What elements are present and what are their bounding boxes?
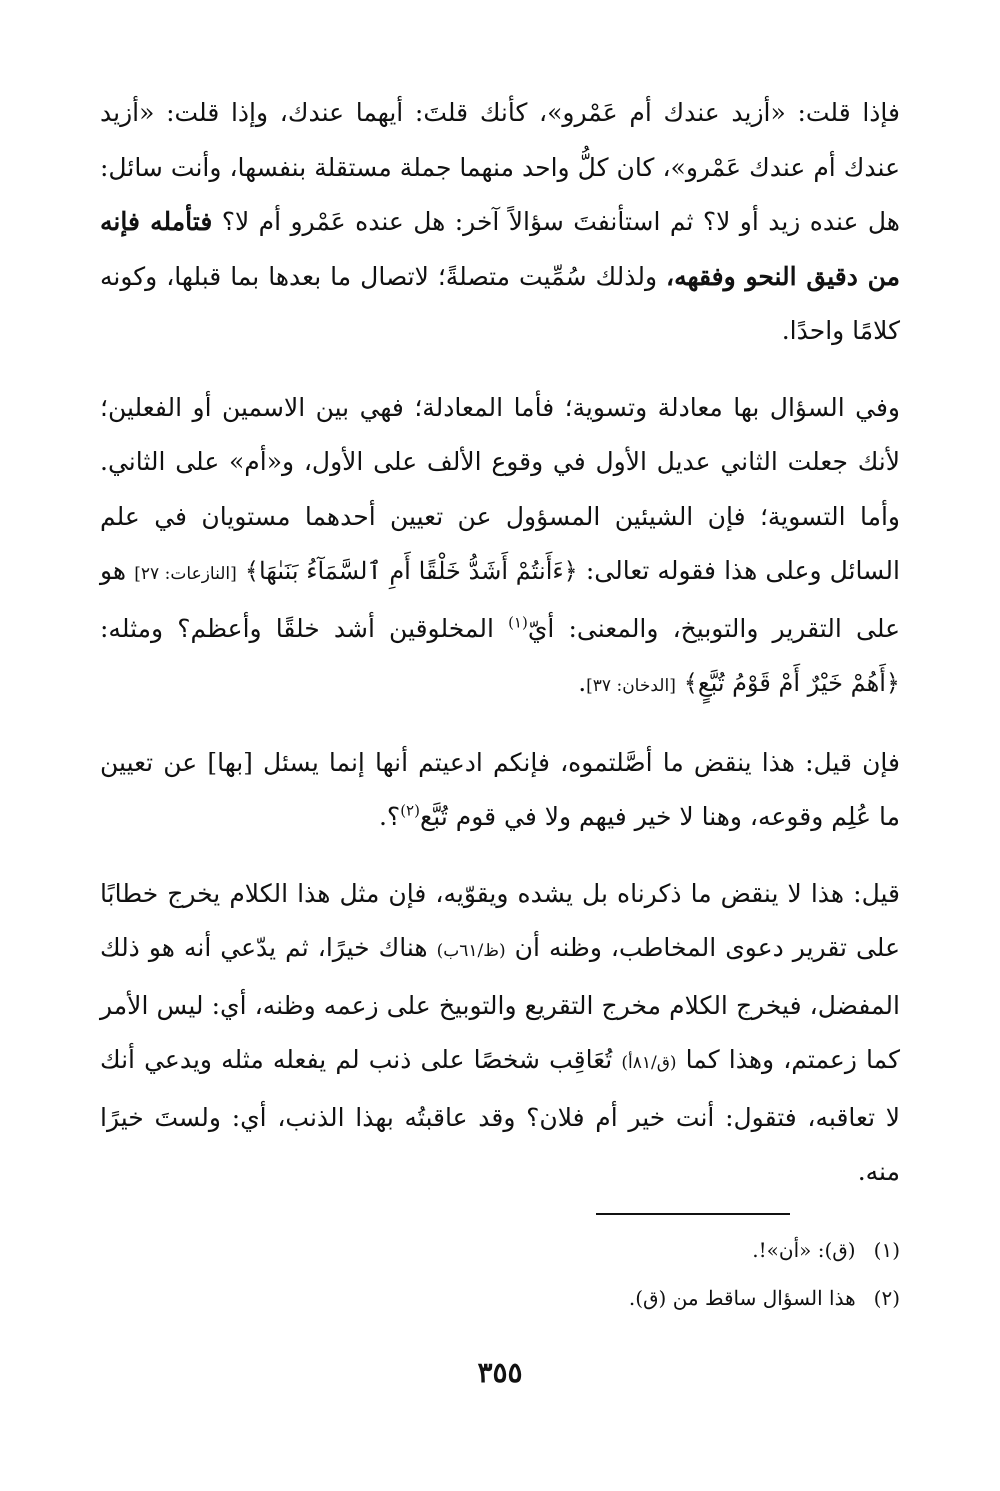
footnote-text: هذا السؤال ساقط من (ق).	[628, 1286, 856, 1310]
footnote-number: (٢)	[873, 1286, 900, 1310]
footnotes	[100, 1226, 900, 1322]
footnote-marker: (١)	[508, 613, 528, 632]
footnote-number: (١)	[873, 1238, 900, 1262]
quran-verse: ﴿ءَأَنتُمْ أَشَدُّ خَلْقًا أَمِ ٱلسَّمَآءُ بَنَىٰهَا﴾	[244, 557, 578, 585]
paragraph-text: المخلوقين أشد خلقًا وأعظم؟ ومثله:	[100, 613, 509, 643]
paragraph-text: هناك خيرًا، ثم يدّعي أنه هو ذلك المفضل، فيخرج الكلام مخرج التقريع والتوبيخ على زعمه وظنه، أي: ليس الأمر كما زعمتم، وهذا كما	[100, 933, 901, 1074]
paragraph-text: قيل: هذا لا ينقض ما ذكرناه بل يشده ويقوّيه، فإن مثل هذا الكلام يخرج خطابًا على تقرير دعوى المخاطب، وظنه أن	[100, 878, 900, 962]
paragraph-text: وفي السؤال بها معادلة وتسوية؛ فأما المعادلة؛ فهي بين الاسمين أو الفعلين؛ لأنك جعلت الثاني عديل الأول في وقوع الألف على الأول، و«أم» على الثاني. وأما التسوية؛ فإن الشيئين المسؤول عن تعيين أحدهما مستويان في علم السائل وعلى هذا فقوله تعالى:	[100, 392, 900, 585]
paragraph-3	[100, 736, 900, 845]
footnote-divider	[596, 1213, 790, 1215]
quran-verse: ﴿أَهُمْ خَيْرٌ أَمْ قَوْمُ تُبَّعٍ﴾	[683, 669, 900, 697]
paragraph-1	[100, 86, 900, 359]
page-number: ٣٥٥	[477, 1356, 523, 1389]
paragraph-text: فإذا قلت: «أزيد عندك أم عَمْرو»، كأنك قلتَ: أيهما عندك، وإذا قلت: «أزيد عندك أم عندك عَمْرو»، كان كلُّ واحد منهما جملة مستقلة بنفسها، وأنت سائل: هل عنده زيد أو لا؟ ثم استأنفتَ سؤالاً آخر: هل عنده عَمْرو أم لا؟	[100, 98, 900, 236]
spacer-text	[237, 556, 245, 585]
paragraph-text: ولذلك سُمِّيت متصلةً؛ لاتصال ما بعدها بما قبلها، وكونه كلامًا واحدًا.	[100, 261, 900, 345]
manuscript-reference: (ق/٨١أ)	[621, 1053, 677, 1073]
paragraph-text: .	[578, 668, 587, 697]
footnote-marker: (٢)	[400, 801, 420, 820]
paragraph-text: فإن قيل: هذا ينقض ما أصَّلتموه، فإنكم ادعيتم أنها إنما يسئل [بها] عن تعيين ما عُلِم وقوعه، وهنا لا خير فيهم ولا في قوم تُبَّع	[100, 747, 900, 831]
surah-reference: [النازعات: ٢٧]	[134, 564, 237, 584]
spacer-text	[676, 668, 684, 697]
footnote-2	[100, 1274, 900, 1322]
paragraph-4	[100, 867, 900, 1200]
footnote-text: (ق): «أن»!.	[752, 1238, 856, 1262]
paragraph-2	[100, 381, 900, 714]
paragraph-text: ؟.	[378, 802, 401, 831]
manuscript-reference: (ظ/٦١ب)	[436, 941, 506, 961]
paragraph-text: هو على التقرير والتوبيخ، والمعنى: أيّ	[100, 556, 901, 643]
emphasized-text: فتأمله فإنه من دقيق النحو وفقهه،	[100, 207, 900, 291]
footnote-1	[100, 1226, 900, 1274]
surah-reference: [الدخان: ٣٧]	[586, 676, 676, 696]
main-text	[100, 86, 900, 1222]
paragraph-text: تُعَاقِب شخصًا على ذنب لم يفعله مثله ويدعي أنك لا تعاقبه، فتقول: أنت خير أم فلان؟ وقد عاقبتُه بهذا الذنب، أي: ولستَ خيرًا منه.	[100, 1045, 900, 1186]
